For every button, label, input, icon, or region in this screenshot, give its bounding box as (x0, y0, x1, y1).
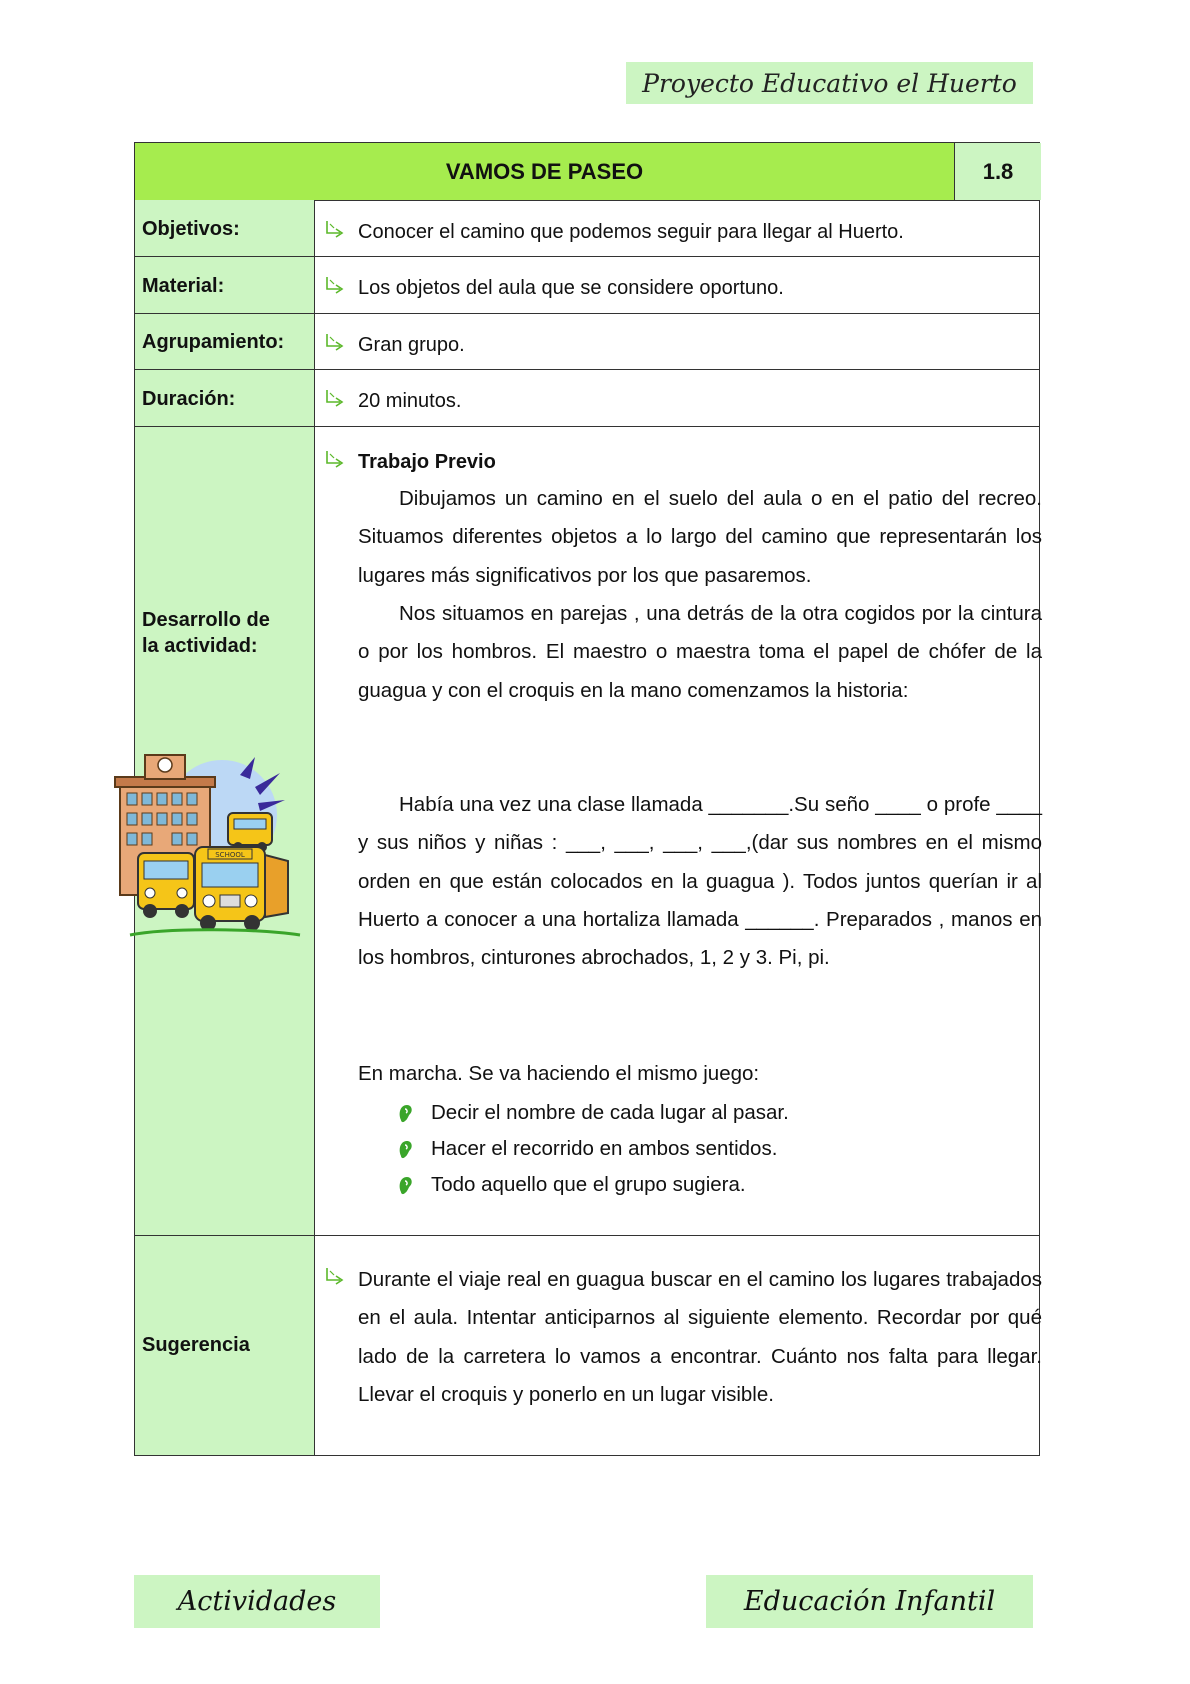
label-duracion: Duración: (142, 388, 236, 410)
ear-bullet-icon (395, 1100, 417, 1126)
desarrollo-bullet-3: Todo aquello que el grupo sugiera. (431, 1173, 746, 1196)
arrow-bullet-icon (322, 387, 348, 413)
activity-code: 1.8 (955, 143, 1041, 200)
label-desarrollo-line1: Desarrollo de (142, 609, 270, 631)
desarrollo-paragraph-3: Había una vez una clase llamada _______.Su seño ____ o profe ____ y sus niños y niñas : ___, ___, ___, ___,(dar sus nombres en el mismo orden en que están colocados en la guagua ). Todos juntos querían ir al Huerto a conocer a una hortaliza llamada ______. Preparados , manos en los hombros, cinturones abrochados, 1, 2 y 3. Pi, pi. (358, 793, 1042, 970)
trabajo-previo-heading: Trabajo Previo (358, 451, 496, 473)
material-text: Los objetos del aula que se considere oportuno. (358, 277, 784, 299)
agrupamiento-text: Gran grupo. (358, 334, 465, 356)
row-divider (135, 256, 1039, 257)
label-desarrollo (142, 607, 270, 659)
desarrollo-paragraph-4: En marcha. Se va haciendo el mismo juego: (358, 1062, 760, 1085)
sugerencia-text: Durante el viaje real en guagua buscar en el camino los lugares trabajados en el aula. Intentar anticiparnos al siguiente elemento. Recordar por qué lado de la carretera lo vamos a encontrar. Cuánto nos falta para llegar. Llevar el croquis y ponerlo en un lugar visible. (358, 1268, 1042, 1406)
desarrollo-paragraph-2: Nos situamos en parejas , una detrás de la otra cogidos por la cintura o por los hombros. El maestro o maestra toma el papel de chófer de la guagua y con el croquis en la mano comenzamos la historia: (358, 602, 1042, 702)
title-bar (135, 143, 1039, 201)
activity-title: VAMOS DE PASEO (135, 143, 955, 200)
arrow-bullet-icon (322, 331, 348, 357)
footer-educacion-infantil: Educación Infantil (706, 1575, 1033, 1628)
ground-line (130, 930, 300, 935)
arrow-bullet-icon (322, 218, 348, 244)
row-divider (135, 1235, 1039, 1236)
project-header: Proyecto Educativo el Huerto (626, 62, 1033, 104)
label-sugerencia: Sugerencia (142, 1334, 250, 1356)
label-desarrollo-line2: la actividad: (142, 635, 258, 657)
school-bus-left (138, 853, 194, 918)
arrow-bullet-icon (322, 274, 348, 300)
arrow-bullet-icon (322, 448, 348, 474)
desarrollo-bullet-2: Hacer el recorrido en ambos sentidos. (431, 1137, 778, 1160)
footer-actividades: Actividades (134, 1575, 380, 1628)
row-divider (135, 369, 1039, 370)
ear-bullet-icon (395, 1172, 417, 1198)
label-column (135, 200, 315, 1280)
label-material: Material: (142, 275, 225, 297)
school-bus-front (195, 847, 288, 931)
row-divider (135, 426, 1039, 427)
bus-sign: SCHOOL (215, 851, 245, 859)
label-objetivos: Objetivos: (142, 218, 240, 240)
label-agrupamiento: Agrupamiento: (142, 331, 285, 353)
row-divider (135, 313, 1039, 314)
school-bus-clipart (110, 745, 315, 950)
desarrollo-bullet-1: Decir el nombre de cada lugar al pasar. (431, 1101, 789, 1124)
duracion-text: 20 minutos. (358, 390, 462, 412)
desarrollo-paragraph-1: Dibujamos un camino en el suelo del aula o en el patio del recreo. Situamos diferentes objetos a lo largo del camino que representarán los lugares más significativos por los que pasaremos. (358, 487, 1042, 587)
ear-bullet-icon (395, 1136, 417, 1162)
arrow-bullet-icon (322, 1265, 348, 1291)
objetivos-text: Conocer el camino que podemos seguir para llegar al Huerto. (358, 221, 904, 243)
